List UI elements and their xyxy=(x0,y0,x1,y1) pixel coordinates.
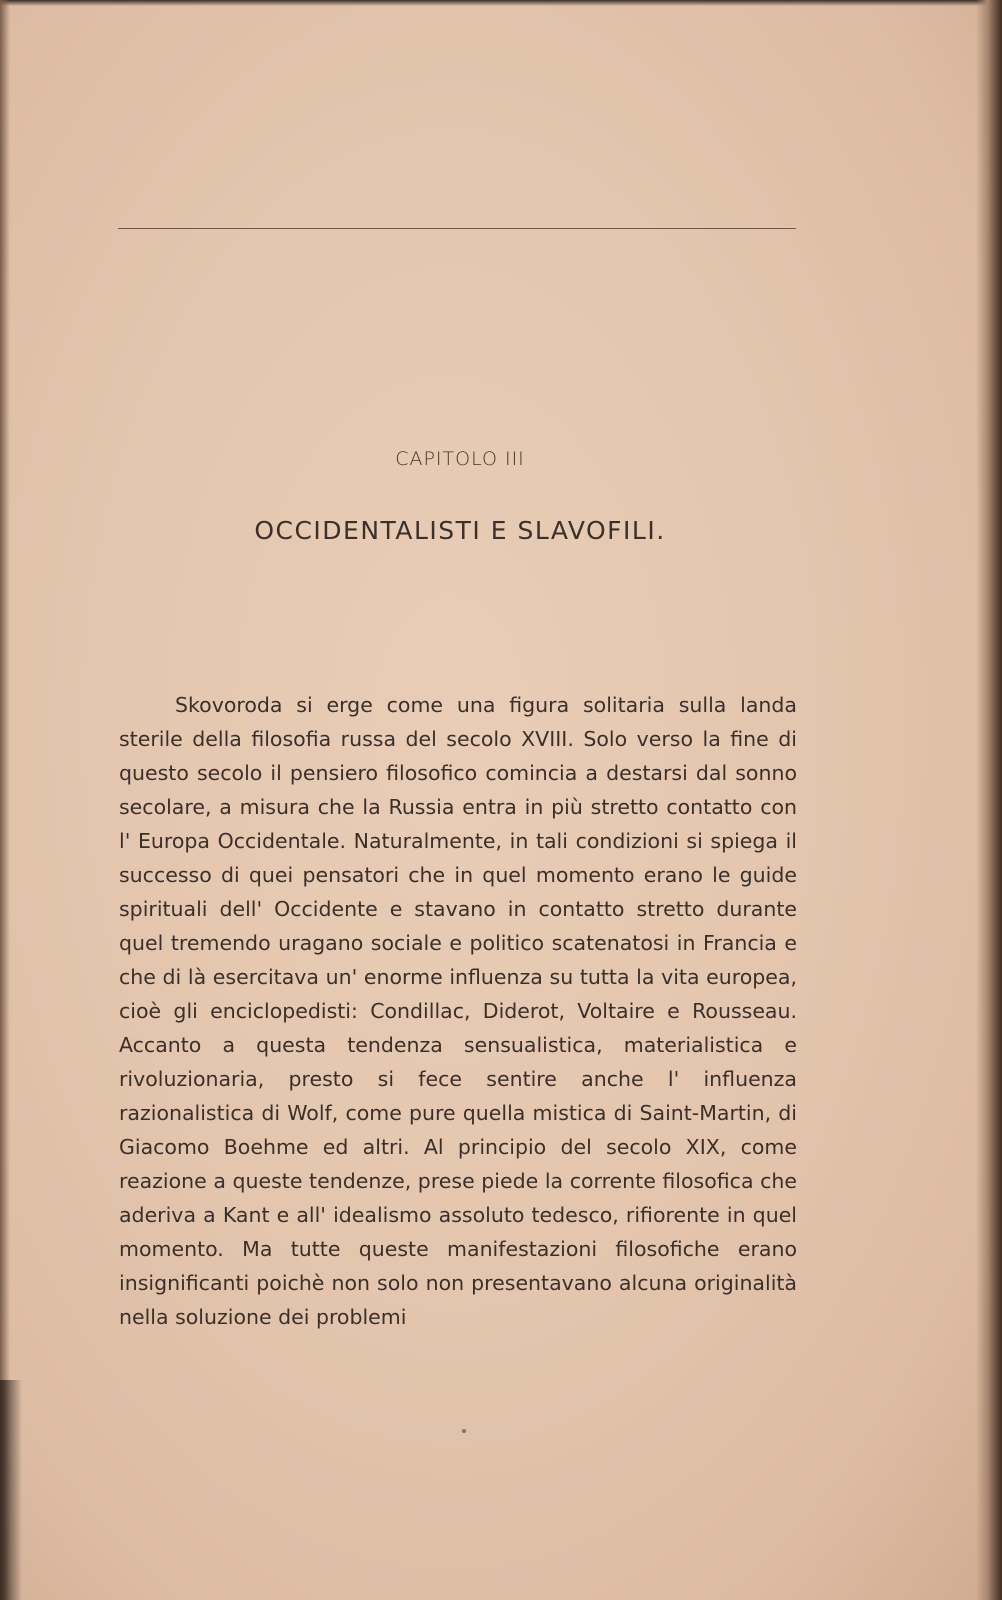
page-left-edge xyxy=(0,0,10,1600)
chapter-title: OCCIDENTALISTI E SLAVOFILI. xyxy=(254,516,666,545)
page-right-edge xyxy=(976,0,1002,1600)
paper-speck xyxy=(462,1429,466,1433)
page-top-edge xyxy=(0,0,1002,6)
chapter-label: CAPITOLO III xyxy=(395,448,525,470)
body-paragraph: Skovoroda si erge come una figura solitaria sulla landa sterile della filosofia russa del secolo XVIII. Solo verso la fine di questo secolo il pensiero filosofico comincia a destarsi dal sonno secolare, a misura che la Russia entra in più stretto contatto con l' Europa Occidentale. Naturalmente, in tali condizioni si spiega il successo di quei pensatori che in quel momento erano le guide spirituali dell' Occidente e stavano in contatto stretto durante quel tremendo uragano sociale e politico scatenatosi in Francia e che di là esercitava un' enorme influenza su tutta la vita europea, cioè gli enciclopedisti: Condillac, Diderot, Voltaire e Rousseau. Accanto a questa tendenza sensualistica, materialistica e rivoluzionaria, presto si fece sentire anche l' influenza razionalistica di Wolf, come pure quella mistica di Saint-Martin, di Giacomo Boehme ed altri. Al principio del secolo XIX, come reazione a queste tendenze, prese piede la corrente filosofica che aderiva a Kant e all' idealismo assoluto tedesco, rifiorente in quel momento. Ma tutte queste manifestazioni filosofiche erano insignificanti poichè non solo non presentavano alcuna originalità nella soluzione dei problemi xyxy=(119,693,797,1329)
page-spine-shadow xyxy=(0,1380,22,1600)
header-rule xyxy=(118,228,796,229)
